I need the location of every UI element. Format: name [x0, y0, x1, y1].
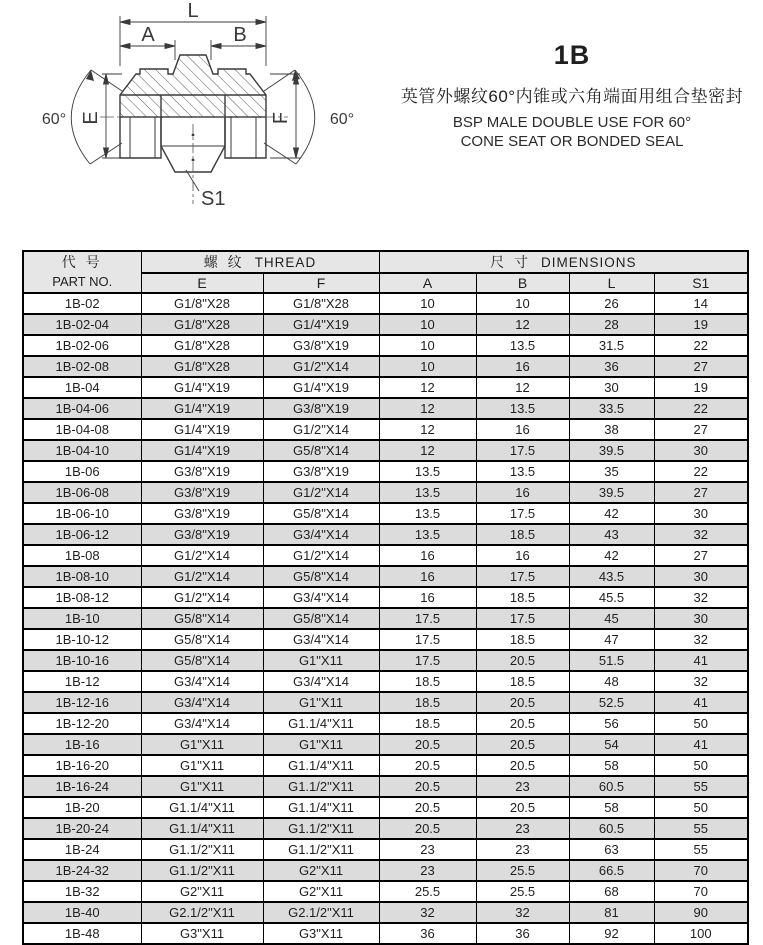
table-row — [23, 755, 748, 776]
value-cell: 26 — [569, 293, 654, 314]
value-cell: 70 — [654, 860, 748, 881]
value-cell: G5/8"X14 — [263, 566, 379, 587]
value-cell: 17.5 — [379, 650, 476, 671]
value-cell: G1/2"X14 — [141, 566, 263, 587]
value-cell: G1/4"X19 — [141, 419, 263, 440]
table-row — [23, 608, 748, 629]
value-cell: 16 — [476, 356, 569, 377]
part-no-cell: 1B-04-06 — [23, 398, 141, 419]
value-cell: 18.5 — [476, 524, 569, 545]
value-cell: G1"X11 — [263, 650, 379, 671]
value-cell: 32 — [654, 629, 748, 650]
value-cell: 12 — [476, 377, 569, 398]
value-cell: 20.5 — [476, 713, 569, 734]
value-cell: G1/2"X14 — [263, 356, 379, 377]
fitting-drawing-svg — [18, 0, 402, 238]
value-cell: G3"X11 — [263, 923, 379, 944]
table-row — [23, 902, 748, 923]
value-cell: 16 — [476, 419, 569, 440]
col-header-S1: S1 — [654, 273, 748, 293]
value-cell: 10 — [379, 314, 476, 335]
table-row — [23, 503, 748, 524]
table-row — [23, 839, 748, 860]
value-cell: 43 — [569, 524, 654, 545]
part-no-cell: 1B-02 — [23, 293, 141, 314]
header-thread-en: THREAD — [254, 255, 317, 270]
value-cell: 10 — [379, 356, 476, 377]
table-row — [23, 776, 748, 797]
value-cell: 92 — [569, 923, 654, 944]
value-cell: 66.5 — [569, 860, 654, 881]
part-no-cell: 1B-16-20 — [23, 755, 141, 776]
value-cell: 17.5 — [379, 629, 476, 650]
table-row — [23, 419, 748, 440]
value-cell: G1/2"X14 — [263, 419, 379, 440]
value-cell: 13.5 — [476, 398, 569, 419]
value-cell: G1/8"X28 — [263, 293, 379, 314]
value-cell: G3/4"X14 — [141, 713, 263, 734]
value-cell: 18.5 — [379, 692, 476, 713]
value-cell: G1"X11 — [263, 734, 379, 755]
value-cell: 22 — [654, 398, 748, 419]
dim-label-F: F — [270, 111, 292, 125]
part-no-cell: 1B-04 — [23, 377, 141, 398]
part-no-cell: 1B-12-20 — [23, 713, 141, 734]
value-cell: G1.1/2"X11 — [141, 860, 263, 881]
value-cell: G1.1/2"X11 — [263, 839, 379, 860]
title-english-line1: BSP MALE DOUBLE USE FOR 60° — [452, 114, 692, 131]
header-part-no-en: PART NO. — [52, 274, 113, 289]
table-row — [23, 692, 748, 713]
value-cell: G3/4"X14 — [263, 671, 379, 692]
value-cell: G1.1/4"X11 — [263, 797, 379, 818]
value-cell: G3/8"X19 — [141, 461, 263, 482]
value-cell: 42 — [569, 503, 654, 524]
value-cell: G2"X11 — [263, 860, 379, 881]
value-cell: 55 — [654, 776, 748, 797]
value-cell: 12 — [379, 377, 476, 398]
value-cell: G1/2"X14 — [141, 545, 263, 566]
value-cell: 28 — [569, 314, 654, 335]
value-cell: 10 — [379, 293, 476, 314]
value-cell: 13.5 — [379, 461, 476, 482]
value-cell: 35 — [569, 461, 654, 482]
header-part-no — [23, 251, 141, 293]
part-no-cell: 1B-10-12 — [23, 629, 141, 650]
value-cell: G1/8"X28 — [141, 293, 263, 314]
table-row — [23, 398, 748, 419]
value-cell: 32 — [654, 671, 748, 692]
value-cell: G1"X11 — [141, 755, 263, 776]
value-cell: 30 — [654, 503, 748, 524]
value-cell: 20.5 — [379, 755, 476, 776]
value-cell: G1/2"X14 — [263, 545, 379, 566]
part-no-cell: 1B-08 — [23, 545, 141, 566]
part-no-cell: 1B-24 — [23, 839, 141, 860]
model-code: 1B — [553, 40, 591, 70]
value-cell: 81 — [569, 902, 654, 923]
value-cell: G5/8"X14 — [263, 440, 379, 461]
value-cell: 58 — [569, 797, 654, 818]
value-cell: G1.1/2"X11 — [263, 818, 379, 839]
value-cell: 17.5 — [476, 608, 569, 629]
dim-label-S1: S1 — [201, 188, 226, 210]
table-row — [23, 440, 748, 461]
value-cell: 17.5 — [476, 440, 569, 461]
table-row — [23, 713, 748, 734]
value-cell: 27 — [654, 482, 748, 503]
table-row — [23, 314, 748, 335]
value-cell: G3/8"X19 — [141, 503, 263, 524]
value-cell: 30 — [654, 440, 748, 461]
value-cell: 27 — [654, 545, 748, 566]
value-cell: 23 — [476, 839, 569, 860]
dim-label-B: B — [233, 24, 247, 46]
value-cell: 47 — [569, 629, 654, 650]
part-no-cell: 1B-08-10 — [23, 566, 141, 587]
value-cell: 63 — [569, 839, 654, 860]
value-cell: G3"X11 — [141, 923, 263, 944]
value-cell: 100 — [654, 923, 748, 944]
value-cell: G5/8"X14 — [141, 650, 263, 671]
value-cell: 12 — [379, 398, 476, 419]
part-no-cell: 1B-06 — [23, 461, 141, 482]
title-english-line2: CONE SEAT OR BONDED SEAL — [460, 132, 684, 150]
value-cell: 45.5 — [569, 587, 654, 608]
value-cell: 18.5 — [476, 587, 569, 608]
value-cell: 17.5 — [476, 566, 569, 587]
value-cell: 55 — [654, 839, 748, 860]
part-no-cell: 1B-04-10 — [23, 440, 141, 461]
value-cell: 20.5 — [379, 818, 476, 839]
value-cell: 30 — [569, 377, 654, 398]
value-cell: 16 — [379, 566, 476, 587]
value-cell: 13.5 — [379, 482, 476, 503]
table-row — [23, 545, 748, 566]
value-cell: 22 — [654, 461, 748, 482]
value-cell: 20.5 — [476, 797, 569, 818]
value-cell: 60.5 — [569, 776, 654, 797]
table-row — [23, 461, 748, 482]
table-row — [23, 629, 748, 650]
value-cell: 13.5 — [476, 461, 569, 482]
value-cell: G1/8"X28 — [141, 314, 263, 335]
part-no-cell: 1B-06-08 — [23, 482, 141, 503]
table-row — [23, 566, 748, 587]
value-cell: 12 — [379, 419, 476, 440]
value-cell: 18.5 — [379, 671, 476, 692]
value-cell: 22 — [654, 335, 748, 356]
value-cell: 13.5 — [476, 335, 569, 356]
value-cell: G3/4"X14 — [263, 587, 379, 608]
part-no-cell: 1B-24-32 — [23, 860, 141, 881]
value-cell: 23 — [379, 860, 476, 881]
part-no-cell: 1B-06-12 — [23, 524, 141, 545]
part-no-cell: 1B-16-24 — [23, 776, 141, 797]
value-cell: 32 — [654, 524, 748, 545]
value-cell: G1/2"X14 — [263, 482, 379, 503]
value-cell: 36 — [569, 356, 654, 377]
value-cell: 27 — [654, 419, 748, 440]
value-cell: G1/4"X19 — [263, 377, 379, 398]
table-body — [23, 293, 748, 944]
value-cell: 20.5 — [476, 650, 569, 671]
value-cell: 17.5 — [379, 608, 476, 629]
col-header-F: F — [263, 273, 379, 293]
value-cell: 39.5 — [569, 440, 654, 461]
table-row — [23, 818, 748, 839]
value-cell: 32 — [476, 902, 569, 923]
table-row — [23, 797, 748, 818]
value-cell: G1/2"X14 — [141, 587, 263, 608]
part-no-cell: 1B-08-12 — [23, 587, 141, 608]
value-cell: 25.5 — [476, 881, 569, 902]
dim-label-A: A — [141, 24, 155, 46]
value-cell: G3/8"X19 — [141, 482, 263, 503]
value-cell: 45 — [569, 608, 654, 629]
value-cell: 23 — [476, 776, 569, 797]
col-header-L: L — [569, 273, 654, 293]
value-cell: 23 — [476, 818, 569, 839]
value-cell: 32 — [379, 902, 476, 923]
value-cell: G1/4"X19 — [263, 314, 379, 335]
value-cell: 38 — [569, 419, 654, 440]
value-cell: 14 — [654, 293, 748, 314]
header-dimensions-en: DIMENSIONS — [540, 255, 637, 270]
value-cell: 43.5 — [569, 566, 654, 587]
value-cell: 18.5 — [379, 713, 476, 734]
value-cell: G3/8"X19 — [141, 524, 263, 545]
value-cell: 12 — [379, 440, 476, 461]
part-no-cell: 1B-02-08 — [23, 356, 141, 377]
value-cell: G3/4"X14 — [141, 671, 263, 692]
value-cell: 32 — [654, 587, 748, 608]
table-row — [23, 734, 748, 755]
value-cell: G3/4"X14 — [141, 692, 263, 713]
dim-label-L: L — [187, 0, 199, 22]
table-row — [23, 881, 748, 902]
value-cell: 50 — [654, 797, 748, 818]
part-no-cell: 1B-10 — [23, 608, 141, 629]
value-cell: G3/8"X19 — [263, 335, 379, 356]
value-cell: 12 — [476, 314, 569, 335]
fitting-technical-drawing — [18, 0, 402, 238]
value-cell: 19 — [654, 314, 748, 335]
value-cell: 20.5 — [379, 797, 476, 818]
angle-label-right: 60° — [329, 111, 355, 128]
value-cell: G5/8"X14 — [141, 629, 263, 650]
value-cell: G1.1/4"X11 — [263, 755, 379, 776]
value-cell: G1/4"X19 — [141, 377, 263, 398]
value-cell: 58 — [569, 755, 654, 776]
value-cell: 30 — [654, 566, 748, 587]
value-cell: 42 — [569, 545, 654, 566]
value-cell: 10 — [379, 335, 476, 356]
value-cell: 19 — [654, 377, 748, 398]
value-cell: 55 — [654, 818, 748, 839]
table-row — [23, 293, 748, 314]
part-no-cell: 1B-10-16 — [23, 650, 141, 671]
value-cell: 48 — [569, 671, 654, 692]
value-cell: G1.1/2"X11 — [141, 839, 263, 860]
value-cell: 50 — [654, 755, 748, 776]
value-cell: 20.5 — [379, 734, 476, 755]
value-cell: G1.1/2"X11 — [263, 776, 379, 797]
value-cell: G3/8"X19 — [263, 398, 379, 419]
part-no-cell: 1B-20 — [23, 797, 141, 818]
value-cell: 68 — [569, 881, 654, 902]
angle-label-left: 60° — [41, 111, 67, 128]
value-cell: 16 — [379, 587, 476, 608]
value-cell: G3/8"X19 — [263, 461, 379, 482]
value-cell: 23 — [379, 839, 476, 860]
value-cell: G1.1/4"X11 — [263, 713, 379, 734]
value-cell: 16 — [379, 545, 476, 566]
value-cell: 25.5 — [379, 881, 476, 902]
value-cell: 30 — [654, 608, 748, 629]
part-no-cell: 1B-16 — [23, 734, 141, 755]
table-row — [23, 377, 748, 398]
part-no-cell: 1B-48 — [23, 923, 141, 944]
value-cell: G2.1/2"X11 — [141, 902, 263, 923]
part-no-cell: 1B-04-08 — [23, 419, 141, 440]
value-cell: G3/4"X14 — [263, 524, 379, 545]
header-thread — [141, 251, 379, 273]
header-dimensions-cn: 尺 寸 — [490, 254, 531, 270]
value-cell: 16 — [476, 545, 569, 566]
part-no-cell: 1B-12 — [23, 671, 141, 692]
table-header-group-row — [23, 251, 748, 273]
value-cell: 56 — [569, 713, 654, 734]
value-cell: 70 — [654, 881, 748, 902]
part-no-cell: 1B-40 — [23, 902, 141, 923]
value-cell: 13.5 — [379, 524, 476, 545]
table-row — [23, 524, 748, 545]
value-cell: G1/8"X28 — [141, 335, 263, 356]
table-row — [23, 482, 748, 503]
value-cell: G1/4"X19 — [141, 398, 263, 419]
value-cell: 27 — [654, 356, 748, 377]
value-cell: 18.5 — [476, 671, 569, 692]
value-cell: G2.1/2"X11 — [263, 902, 379, 923]
value-cell: 51.5 — [569, 650, 654, 671]
table-row — [23, 356, 748, 377]
value-cell: G5/8"X14 — [263, 608, 379, 629]
value-cell: G2"X11 — [141, 881, 263, 902]
value-cell: G1.1/4"X11 — [141, 818, 263, 839]
value-cell: G3/4"X14 — [263, 629, 379, 650]
value-cell: 17.5 — [476, 503, 569, 524]
value-cell: G1"X11 — [263, 692, 379, 713]
value-cell: 20.5 — [379, 776, 476, 797]
value-cell: 25.5 — [476, 860, 569, 881]
table-row — [23, 650, 748, 671]
part-no-cell: 1B-06-10 — [23, 503, 141, 524]
value-cell: 20.5 — [476, 692, 569, 713]
part-no-cell: 1B-02-06 — [23, 335, 141, 356]
value-cell: 31.5 — [569, 335, 654, 356]
value-cell: G1.1/4"X11 — [141, 797, 263, 818]
value-cell: G5/8"X14 — [263, 503, 379, 524]
header-dimensions — [379, 251, 748, 273]
value-cell: 20.5 — [476, 755, 569, 776]
table-row — [23, 335, 748, 356]
value-cell: G2"X11 — [263, 881, 379, 902]
value-cell: 36 — [379, 923, 476, 944]
title-english — [392, 114, 752, 152]
value-cell: 20.5 — [476, 734, 569, 755]
col-header-A: A — [379, 273, 476, 293]
value-cell: G1/4"X19 — [141, 440, 263, 461]
value-cell: 52.5 — [569, 692, 654, 713]
header-part-no-cn: 代 号 — [61, 254, 103, 270]
part-no-cell: 1B-02-04 — [23, 314, 141, 335]
value-cell: 41 — [654, 734, 748, 755]
value-cell: 41 — [654, 692, 748, 713]
col-header-B: B — [476, 273, 569, 293]
table-row — [23, 587, 748, 608]
value-cell: 10 — [476, 293, 569, 314]
value-cell: 18.5 — [476, 629, 569, 650]
value-cell: 54 — [569, 734, 654, 755]
table-row — [23, 923, 748, 944]
value-cell: G1/8"X28 — [141, 356, 263, 377]
table-row — [23, 860, 748, 881]
value-cell: 41 — [654, 650, 748, 671]
title-block — [392, 40, 752, 152]
value-cell: 60.5 — [569, 818, 654, 839]
part-no-cell: 1B-32 — [23, 881, 141, 902]
body-section-upper — [120, 55, 266, 117]
value-cell: G1"X11 — [141, 776, 263, 797]
header-thread-cn: 螺 纹 — [203, 254, 245, 270]
col-header-E: E — [141, 273, 263, 293]
value-cell: 50 — [654, 713, 748, 734]
value-cell: 16 — [476, 482, 569, 503]
title-chinese: 英管外螺纹60°内锥或六角端面用组合垫密封 — [400, 87, 744, 106]
value-cell: 33.5 — [569, 398, 654, 419]
table-row — [23, 671, 748, 692]
value-cell: 36 — [476, 923, 569, 944]
value-cell: 39.5 — [569, 482, 654, 503]
value-cell: 13.5 — [379, 503, 476, 524]
value-cell: 90 — [654, 902, 748, 923]
value-cell: G1"X11 — [141, 734, 263, 755]
dimensions-table — [22, 250, 749, 945]
part-no-cell: 1B-20-24 — [23, 818, 141, 839]
value-cell: G5/8"X14 — [141, 608, 263, 629]
dim-label-E: E — [80, 111, 102, 125]
part-no-cell: 1B-12-16 — [23, 692, 141, 713]
